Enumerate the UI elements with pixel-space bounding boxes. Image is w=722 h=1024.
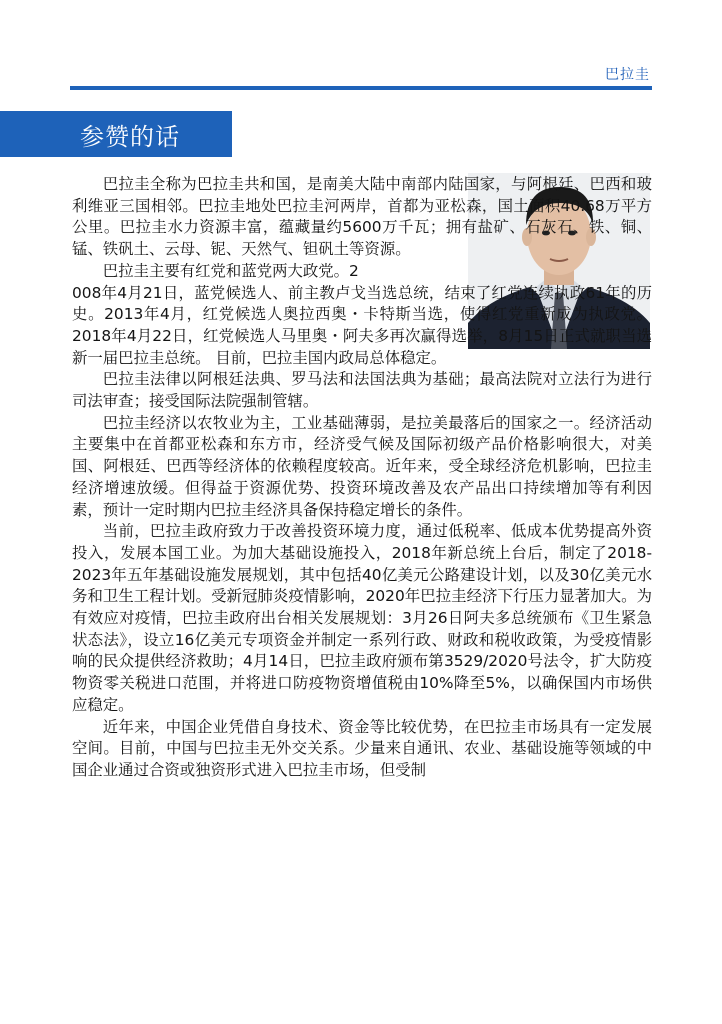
paragraph-investment: 当前，巴拉圭政府致力于改善投资环境力度，通过低税率、低成本优势提高外资投入，发展本国工业。为加大基础设施投入，2018年新总统上台后，制定了2018-2023年五年基础设施发展规划，其中包括40亿美元公路建设计划，以及30亿美元水务和卫生工程计划。受新冠肺炎疫情影响，2020年巴拉圭经济下行压力显著加大。为有效应对疫情，巴拉圭政府出台相关发展规划：3月26日阿夫多总统颁布《卫生紧急状态法》，设立16亿美元专项资金并制定一系列行政、财政和税收政策，为受疫情影响的民众提供经济救助；4月14日，巴拉圭政府颁布第3529/2020号法令，扩大防疫物资零关税进口范围，并将进口防疫物资增值税由10%降至5%，以确保国内市场供应稳定。 [72,522,652,714]
paragraph-economy: 巴拉圭经济以农牧业为主，工业基础薄弱，是拉美最落后的国家之一。经济活动主要集中在首都亚松森和东方市，经济受气候及国际初级产品价格影响很大，对美国、阿根廷、巴西等经济体的依赖程度较高。近年来，受全球经济危机影响，巴拉圭经济增速放缓。但得益于资源优势、投资环境改善及农产品出口持续增加等有利因素，预计一定时期内巴拉圭经济具备保持稳定增长的条件。 [72,413,652,519]
section-title-banner [0,111,232,157]
header-divider [70,86,652,90]
running-header-title: 巴拉圭 [605,67,650,83]
article-body [72,174,652,782]
paragraph-overview: 巴拉圭全称为巴拉圭共和国，是南美大陆中南部内陆国家，与阿根廷、巴西和玻利维亚三国相邻。巴拉圭地处巴拉圭河两岸，首都为亚松森，国土面积40.68万平方公里。巴拉圭水力资源丰富，蕴藏量约5600万千瓦；拥有盐矿、石灰石、铁、铜、锰、铁矾土、云母、铌、天然气、钽矾土等资源。 [72,175,652,259]
paragraph-politics: 巴拉圭主要有红党和蓝党两大政党。2 008年4月21日，蓝党候选人、前主教卢戈当选总统，结束了红党连续执政61年的历史。2013年4月，红党候选人奥拉西奥・卡特斯当选，使得红党重新成为执政党。2018年4月22日，红党候选人马里奥・阿夫多再次赢得选举，8月15日正式就职当选新一届巴拉圭总统。 目前，巴拉圭国内政局总体稳定。 [72,261,652,367]
paragraph-china-relations: 近年来，中国企业凭借自身技术、资金等比较优势，在巴拉圭市场具有一定发展空间。目前，中国与巴拉圭无外交关系。少量来自通讯、农业、基础设施等领域的中国企业通过合资或独资形式进入巴拉圭市场，但受制 [72,717,652,779]
paragraph-law: 巴拉圭法律以阿根廷法典、罗马法和法国法典为基础；最高法院对立法行为进行司法审查；接受国际法院强制管辖。 [72,370,652,411]
section-title: 参赞的话 [80,122,180,151]
